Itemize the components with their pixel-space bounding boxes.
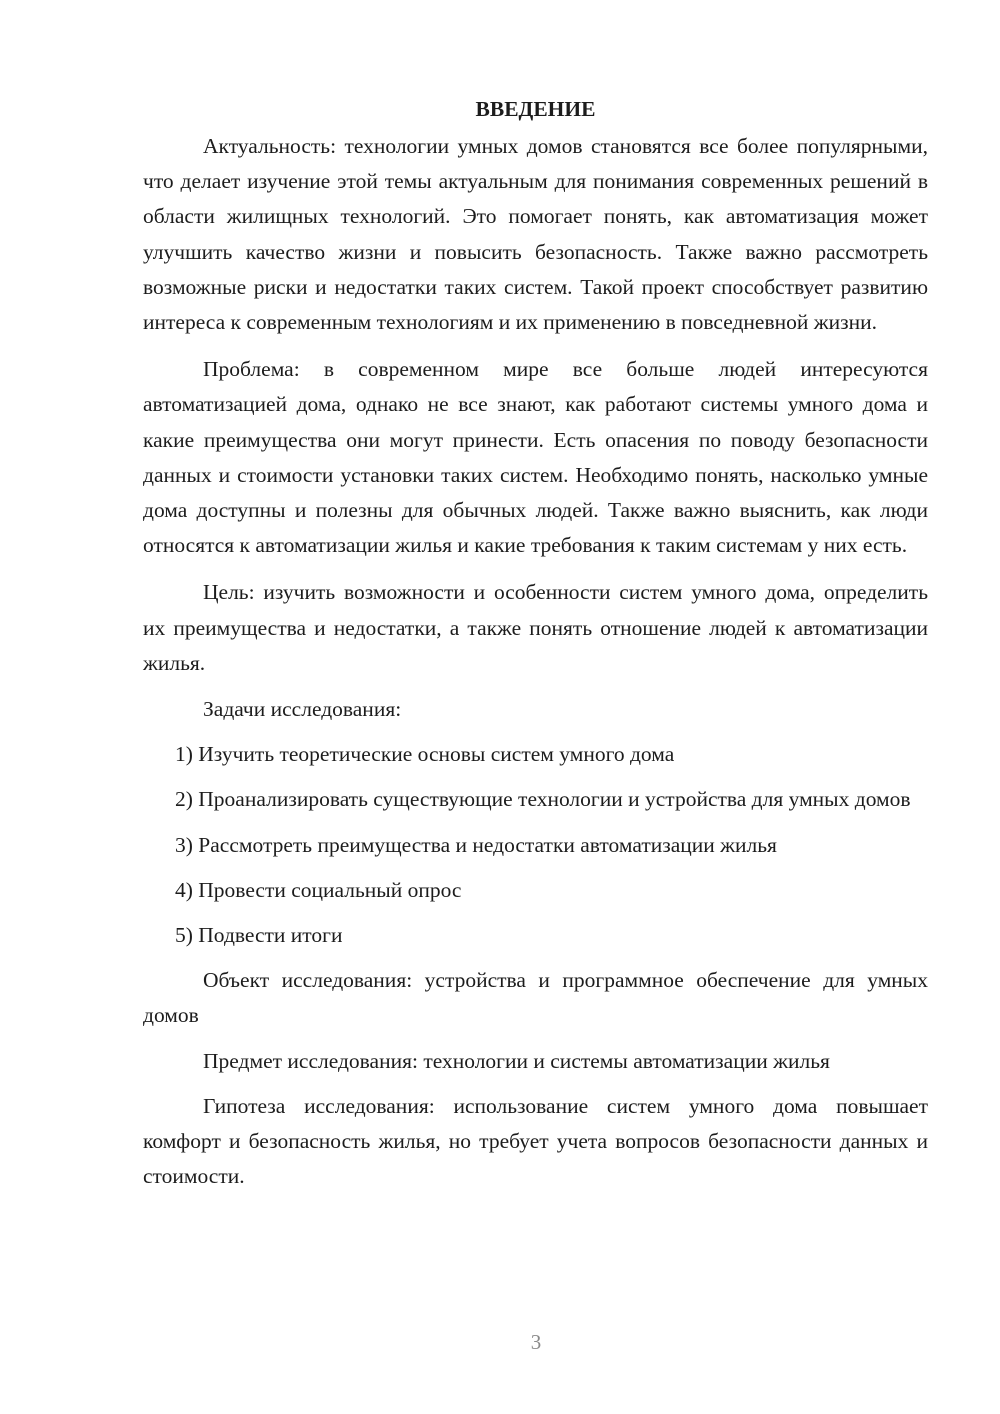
page-number: 3: [530, 1330, 542, 1354]
task-item-2: 2) Проанализировать существующие технологии и устройства для умных домов: [175, 787, 911, 812]
page-title: ВВЕДЕНИЕ: [475, 97, 596, 121]
paragraph-hypothesis: Гипотеза исследования: использование систем умного дома повышает комфорт и безопасность жилья, но требует учета вопросов безопасности данных и стоимости.: [143, 1093, 928, 1189]
paragraph-problem: Проблема: в современном мире все больше людей интересуются автоматизацией дома, однако не все знают, как работают системы умного дома и какие преимущества они могут принести. Есть опасения по поводу безопасности данных и стоимости установки таких систем. Необходимо понять, насколько умные дома доступны и полезны для обычных людей. Также важно выяснить, как люди относятся к автоматизации жилья и какие требования к таким системам у них есть.: [143, 357, 928, 558]
document-page: [143, 92, 928, 1194]
paragraph-relevance: Актуальность: технологии умных домов становятся все более популярными, что делает изучение этой темы актуальным для понимания современных решений в области жилищных технологий. Это помогает понять, как автоматизация может улучшить качество жизни и повысить безопасность. Также важно рассмотреть возможные риски и недостатки таких систем. Такой проект способствует развитию интереса к современным технологиям и их применению в повседневной жизни.: [143, 134, 928, 335]
task-item-4: 4) Провести социальный опрос: [175, 877, 462, 902]
paragraph-object: Объект исследования: устройства и программное обеспечение для умных домов: [143, 968, 928, 1028]
paragraph-goal: Цель: изучить возможности и особенности систем умного дома, определить их преимущества и недостатки, а также понять отношение людей к автоматизации жилья.: [143, 580, 928, 675]
task-item-1: 1) Изучить теоретические основы систем умного дома: [175, 742, 675, 767]
tasks-heading: Задачи исследования:: [203, 697, 402, 722]
paragraph-subject: Предмет исследования: технологии и системы автоматизации жилья: [203, 1048, 830, 1073]
task-item-5: 5) Подвести итоги: [175, 923, 343, 948]
task-item-3: 3) Рассмотреть преимущества и недостатки автоматизации жилья: [175, 832, 777, 857]
